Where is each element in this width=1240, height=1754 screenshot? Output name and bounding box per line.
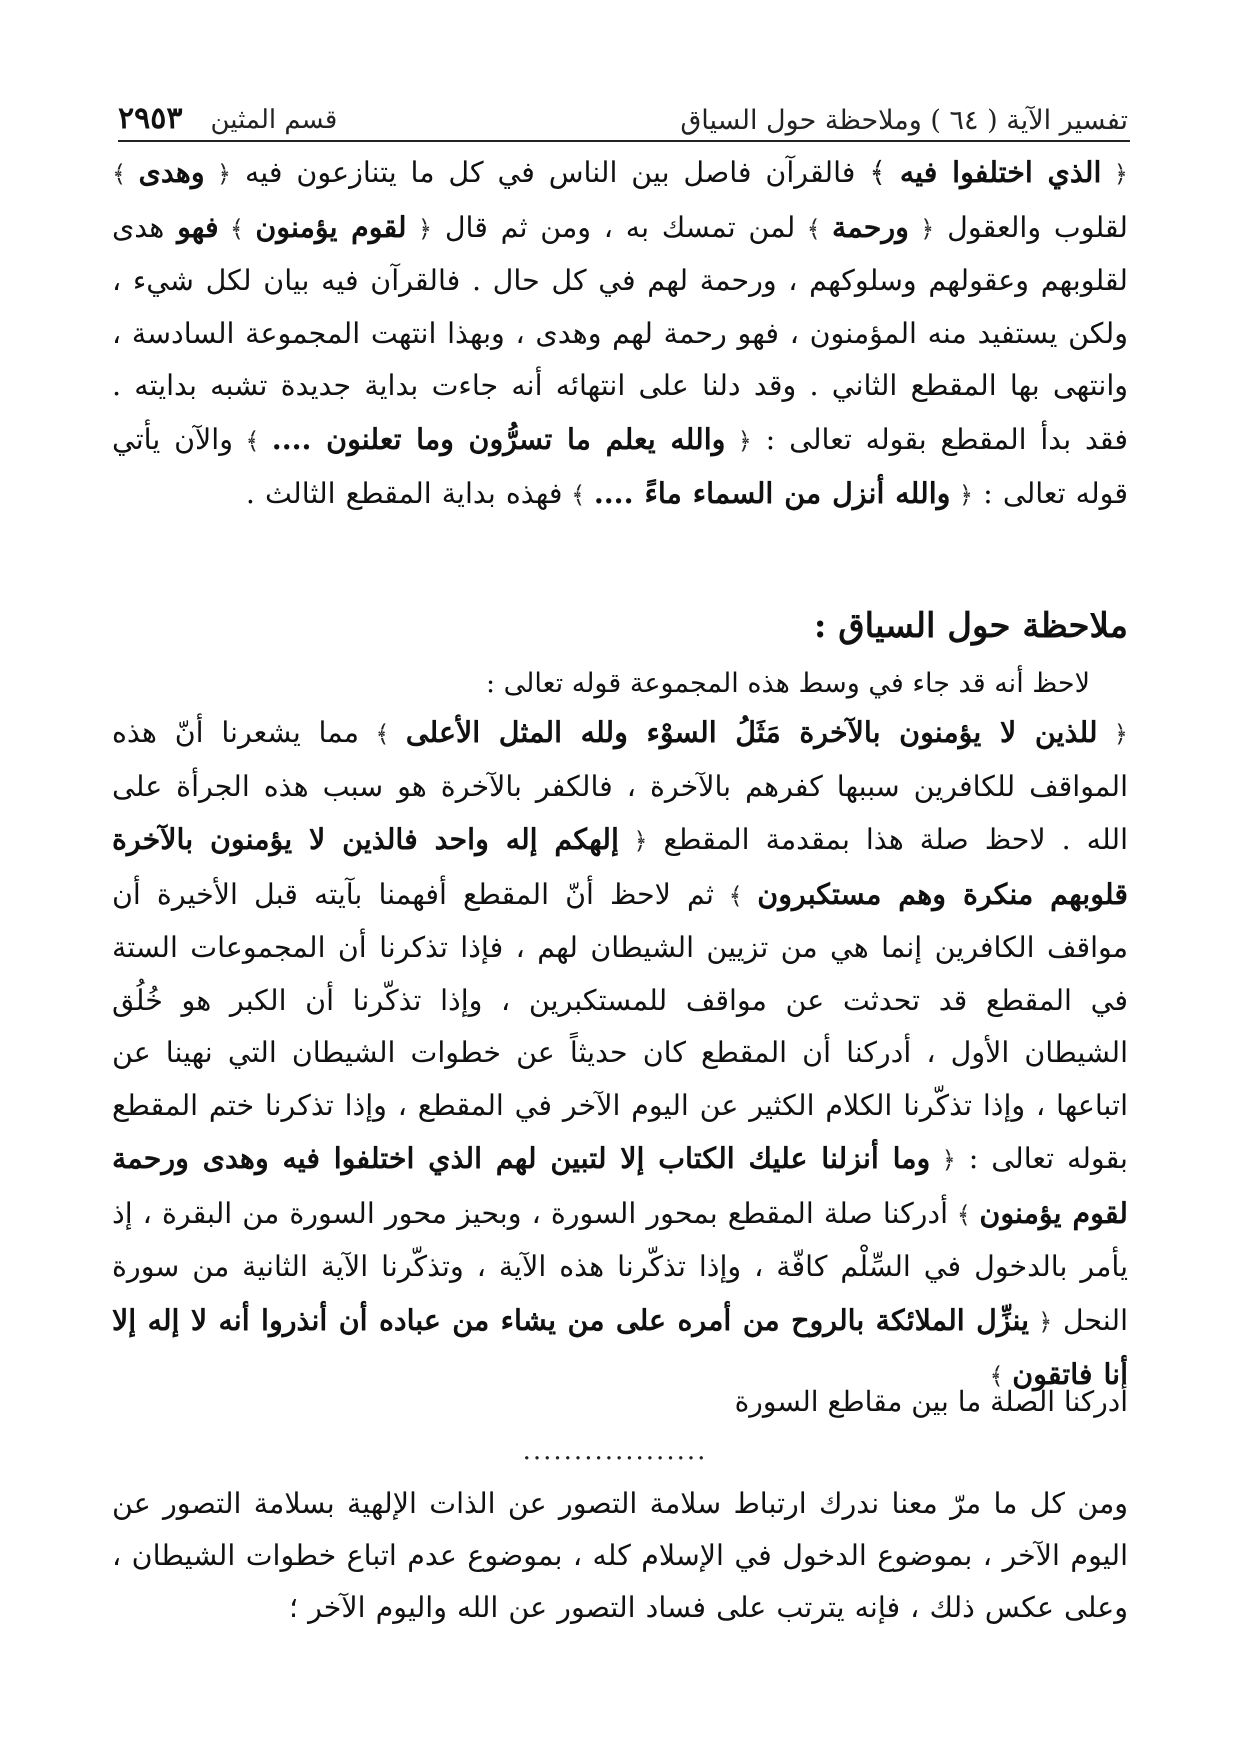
quranic-quote: فهو <box>177 209 219 244</box>
page-header <box>118 84 1128 136</box>
quranic-quote: والله أنزل من السماء ماءً .... <box>593 476 951 510</box>
body-text: مما يشعرنا أنّ هذه المواقف للكافرين سببها كفرهم بالآخرة ، فالكفر بالآخرة هو سبب هذه الجرأة على الله . لاحظ صلة هذا بمقدمة المقطع <box>112 716 1128 856</box>
quote-bracket: ﴿ <box>204 160 232 188</box>
quote-bracket: ﴿ <box>930 1146 956 1174</box>
separator-dots: .................. <box>522 1436 708 1466</box>
section-heading: ملاحظة حول السياق : <box>813 606 1128 646</box>
quranic-quote: للذين لا يؤمنون بالآخرة مَثَلُ السوْء ولله المثل الأعلى <box>405 715 1098 749</box>
section-2-paragraph <box>112 706 1128 1403</box>
quote-bracket: ﴾ <box>232 426 272 455</box>
quranic-quote: الذي اختلفوا فيه <box>899 155 1102 189</box>
body-text: ﴾ فالقرآن فاصل بين الناس في كل ما يتنازعون فيه <box>231 156 900 189</box>
quote-bracket: ﴿ <box>950 481 974 509</box>
quote-bracket: ﴿ <box>406 214 433 243</box>
body-text: هدى لقلوبهم وعقولهم وسلوكهم ، ورحمة لهم في كل حال . فالقرآن فيه بيان لكل شيء ، ولكن يستفيد منه المؤمنون ، فهو رحمة لهم وهدى ، وبهذا انتهت المجموعة السادسة ، وانتهى بها المقطع الثاني . وقد دلنا على انتهائه أنه جاءت بداية جديدة تشبه بدايته . فقد بدأ المقطع بقوله تعالى : <box>112 210 1128 456</box>
quote-bracket: ﴾ <box>218 214 256 243</box>
header-meta <box>118 101 337 136</box>
section-3-paragraph: ومن كل ما مرّ معنا ندرك ارتباط سلامة التصور عن الذات الإلهية بسلامة التصور عن اليوم الآخر ، بموضوع الدخول في الإسلام كله ، بموضوع عدم اتباع خطوات الشيطان ، وعلى عكس ذلك ، فإنه يترتب على فساد التصور عن الله واليوم الآخر ؛ <box>112 1487 1128 1624</box>
quote-bracket: ﴾ <box>795 214 833 243</box>
quote-bracket: ﴿ <box>1101 160 1128 188</box>
body-text: أدركنا صلة المقطع بمحور السورة ، وبحيز محور السورة من البقرة ، إذ يأمر بالدخول في السِّلْم كافّة ، وإذا تذكّرنا هذه الآية ، وتذكّرنا الآية الثانية من سورة النحل <box>112 1196 1129 1337</box>
running-title: تفسير الآية ( ٦٤ ) وملاحظة حول السياق <box>680 105 1128 136</box>
quote-bracket: ﴿ <box>618 827 648 855</box>
body-text: والآن يأتي قوله تعالى : <box>112 422 1128 510</box>
body-text: لقلوب والعقول <box>934 210 1128 244</box>
quranic-quote: وهدى <box>138 155 205 189</box>
quranic-quote: ورحمة <box>832 209 909 244</box>
section-2-conclusion: أدركنا الصلة ما بين مقاطع السورة <box>734 1385 1128 1418</box>
quranic-quote: وما أنزلنا عليك الكتاب إلا لتبين لهم الذي اختلفوا فيه وهدى ورحمة لقوم يؤمنون <box>112 1141 1128 1230</box>
quote-bracket: ﴿ <box>1029 1307 1053 1336</box>
quote-bracket: ﴿ <box>908 214 935 243</box>
quote-bracket: ﴾ <box>562 481 594 509</box>
body-text: فهذه بداية المقطع الثالث . <box>245 477 563 510</box>
page-number: ٢٩٥٣ <box>118 101 183 136</box>
part-name: قسم المثين <box>210 105 338 135</box>
quote-bracket: ﴾ <box>112 160 139 188</box>
quote-bracket: ﴾ <box>358 720 406 748</box>
body-text: لمن تمسك به ، ومن ثم قال <box>432 210 796 244</box>
quote-bracket: ﴾ <box>989 1362 1013 1390</box>
section-2-intro: لاحظ أنه قد جاء في وسط هذه المجموعة قوله تعالى : <box>485 668 1090 699</box>
body-text: ثم لاحظ أنّ المقطع أفهمنا بآيته قبل الأخيرة أن مواقف الكافرين إنما هي من تزيين الشيطان لهم ، فإذا تذكرنا أن المجموعات الستة في المقطع قد تحدثت عن مواقف للمستكبرين ، وإذا تذكّرنا أن الكبر هو خُلُق الشيطان الأول ، أدركنا أن المقطع كان حديثاً عن خطوات الشيطان التي نهينا عن اتباعها ، وإذا تذكّرنا الكلام الكثير عن اليوم الآخر في المقطع ، وإذا تذكرنا ختم المقطع بقوله تعالى : <box>112 877 1128 1175</box>
quote-bracket: ﴿ <box>725 426 752 455</box>
quranic-quote: ينزِّل الملائكة بالروح من أمره على من يشاء من عباده أن أنذروا أنه لا إله إلا أنا فاتقون <box>112 1302 1128 1391</box>
quote-bracket: ﴾ <box>948 1200 980 1229</box>
quote-bracket: ﴿ <box>1097 720 1128 748</box>
quranic-quote: والله يعلم ما تسرُّون وما تعلنون .... <box>271 421 726 456</box>
header-rule <box>118 140 1130 142</box>
section-1-paragraph <box>112 146 1128 522</box>
quranic-quote: إلهكم إله واحد فالذين لا يؤمنون بالآخرة قلوبهم منكرة وهم مستكبرون <box>112 822 1128 911</box>
quranic-quote: لقوم يؤمنون <box>255 209 407 244</box>
quote-bracket: ﴾ <box>713 881 758 910</box>
